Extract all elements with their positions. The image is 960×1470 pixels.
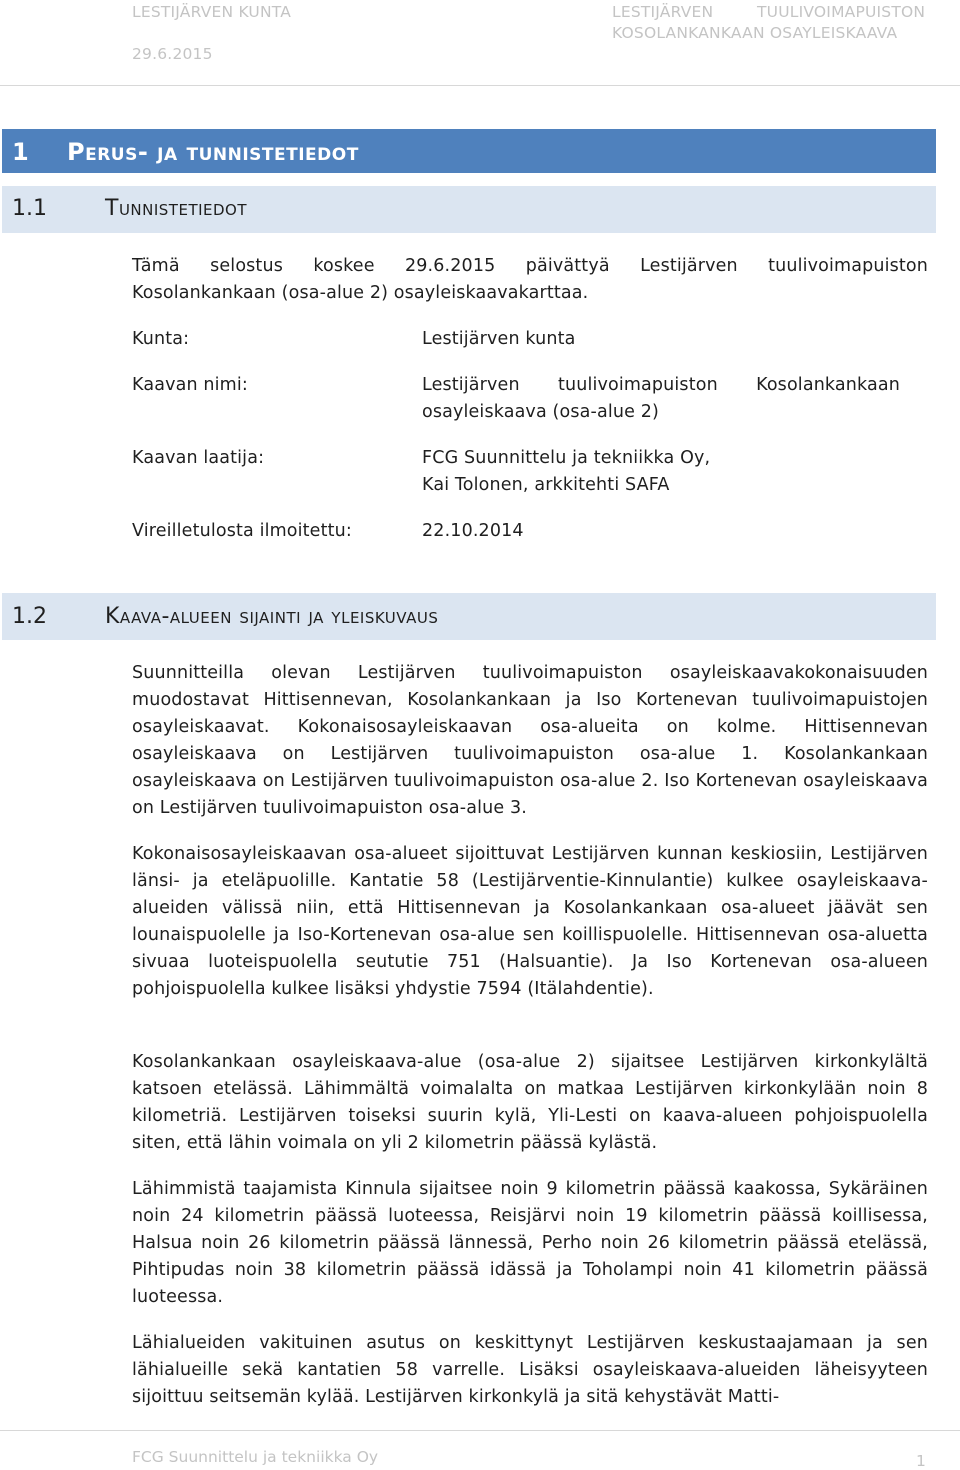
paragraph-1: Suunnitteilla olevan Lestijärven tuulivoimapuiston osayleiskaavakokonaisuuden muodostavat Hittisennevan, Kosolankankaan ja Iso Kortenevan tuulivoimapuistojen osayleiskaavat. Kokonaisosayleiskaavan osa-alueita on kolme. Hittisennevan osayleiskaava on Lestijärven tuulivoimapuiston osa-alue 1. Kosolankankaan osayleiskaava on Lestijärven tuulivoimapuiston osa-alue 2. Iso Kortenevan osayleiskaava on Lestijärven tuulivoimapuiston osa-alue 3. (132, 663, 928, 818)
kunta-label: Kunta: (132, 329, 190, 349)
header-project-line2: KOSOLANKANKAAN OSAYLEISKAAVA (612, 24, 898, 42)
section-1-1-number: 1.1 (12, 196, 47, 221)
vireille-label: Vireilletulosta ilmoitettu: (132, 521, 352, 541)
section-1-1-title: Tunnistetiedot (105, 196, 248, 221)
section-1-1-heading (2, 186, 936, 233)
paragraph-2: Kokonaisosayleiskaavan osa-alueet sijoittuvat Lestijärven kunnan keskiosiin, Lestijärven länsi- ja eteläpuolille. Kantatie 58 (Lestijärventie-Kinnulantie) kulkee osayleiskaava-alueiden välissä niin, että Hittisennevan ja Kosolankankaan osa-alueet jäävät sen lounaispuolelle ja Iso-Kortenevan osa-alue sen koillispuolelle. Hittisennevan osa-aluetta sivuaa luoteispuolella seututie 751 (Halsuantie). Ja Iso Kortenevan osa-alueen pohjoispuolella kulkee lisäksi yhdystie 7594 (Itälahdentie). (132, 844, 928, 999)
header-project-word2: TUULIVOIMAPUISTON (757, 3, 926, 21)
section-1-2-number: 1.2 (12, 604, 47, 629)
section-1-2-heading (2, 593, 936, 640)
vireille-value: 22.10.2014 (422, 521, 524, 541)
paragraph-4: Lähimmistä taajamista Kinnula sijaitsee noin 9 kilometrin päässä kaakossa, Sykäräinen noin 24 kilometrin päässä luoteessa, Reisjärvi noin 19 kilometrin päässä koillisessa, Halsua noin 26 kilometrin päässä lännessä, Perho noin 26 kilometrin päässä etelässä, Pihtipudas noin 38 kilometrin päässä idässä ja Toholampi noin 41 kilometrin päässä luoteessa. (132, 1179, 928, 1307)
section-1-number: 1 (12, 138, 29, 166)
kaavan-laatija-value-1: FCG Suunnittelu ja tekniikka Oy, (422, 448, 711, 468)
paragraph-3: Kosolankankaan osayleiskaava-alue (osa-alue 2) sijaitsee Lestijärven kirkonkylältä katsoen etelässä. Lähimmältä voimalalta on matkaa Lestijärven kirkonkylään noin 8 kilometriä. Lestijärven toiseksi suurin kylä, Yli-Lesti on kaava-alueen pohjoispuolella siten, että lähin voimala on yli 2 kilometrin päässä kylästä. (132, 1052, 928, 1153)
kunta-value: Lestijärven kunta (422, 329, 576, 349)
footer-company: FCG Suunnittelu ja tekniikka Oy (132, 1448, 379, 1466)
kaavan-nimi-label: Kaavan nimi: (132, 375, 248, 395)
kaavan-laatija-value-2: Kai Tolonen, arkkitehti SAFA (422, 475, 670, 495)
kaavan-laatija-label: Kaavan laatija: (132, 448, 265, 468)
intro-paragraph: Tämä selostus koskee 29.6.2015 päivättyä Lestijärven tuulivoimapuiston Kosolankankaan (osa-alue 2) osayleiskaavakarttaa. (132, 256, 928, 303)
page-number: 1 (916, 1452, 926, 1470)
header-date: 29.6.2015 (132, 45, 213, 63)
section-1-2-title: Kaava-alueen sijainti ja yleiskuvaus (105, 604, 439, 629)
header-divider (0, 85, 960, 86)
header-project-word1: LESTIJÄRVEN (612, 3, 714, 21)
header-municipality: LESTIJÄRVEN KUNTA (132, 3, 292, 21)
kaavan-nimi-value: Lestijärven tuulivoimapuiston Kosolankankaan osayleiskaava (osa-alue 2) (422, 375, 900, 422)
section-1-heading (2, 129, 936, 173)
paragraph-5: Lähialueiden vakituinen asutus on keskittynyt Lestijärven keskustaajamaan ja sen lähialueille sekä kantatien 58 varrelle. Lisäksi osayleiskaava-alueiden läheisyyteen sijoittuu seitsemän kylää. Lestijärven kirkonkylä ja sitä kehystävät Matti- (132, 1333, 928, 1407)
footer-divider (0, 1430, 960, 1431)
section-1-title: Perus- ja tunnistetiedot (67, 138, 359, 166)
